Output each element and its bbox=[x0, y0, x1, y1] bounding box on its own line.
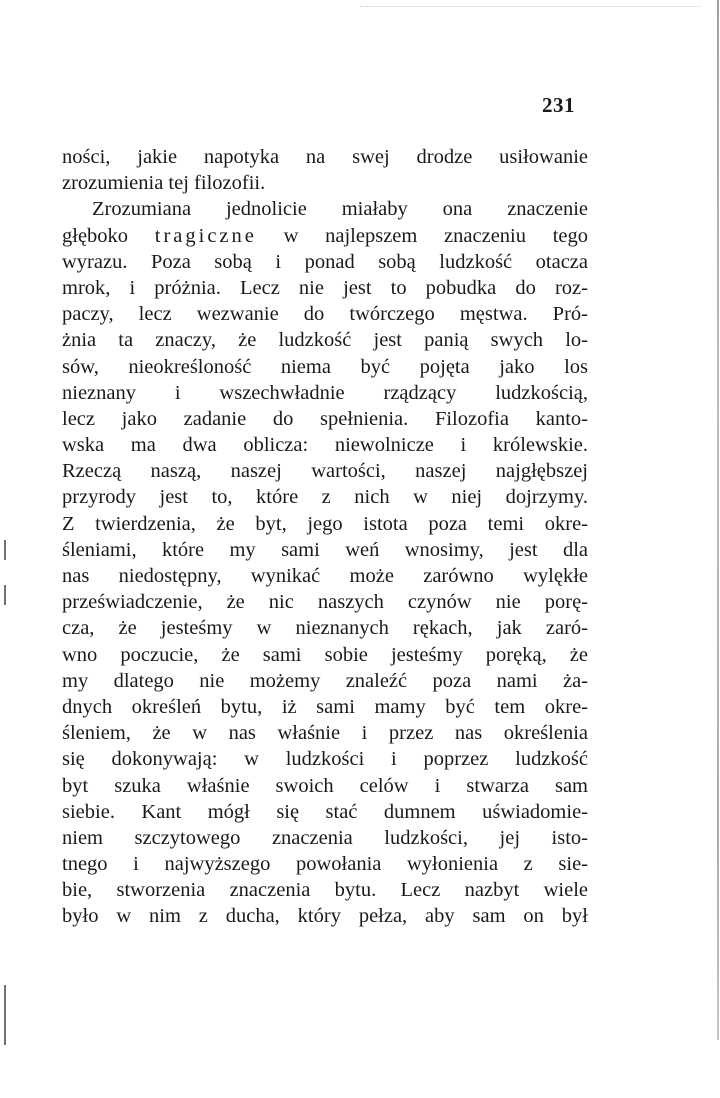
text-line: wska ma dwa oblicza: niewolnicze i królewskie. bbox=[62, 434, 588, 457]
scan-edge-left bbox=[4, 540, 6, 560]
text-line: bie, stworzenia znaczenia bytu. Lecz nazbyt wiele bbox=[62, 879, 588, 902]
text-line: nas niedostępny, wynikać może zarówno wylękłe bbox=[62, 565, 588, 587]
scan-edge-right bbox=[717, 0, 719, 1040]
text-line: nieznany i wszechwładnie rządzący ludzkością, bbox=[62, 381, 588, 404]
scan-edge-left bbox=[4, 585, 6, 605]
emphasized-word: tragiczne bbox=[154, 224, 257, 247]
text-line: było w nim z ducha, który pełza, aby sam on był bbox=[62, 905, 588, 928]
text-line: śleniami, które my sami weń wnosimy, jest dla bbox=[62, 538, 588, 561]
text-line: Z twierdzenia, że byt, jego istota poza temi okre- bbox=[62, 512, 588, 535]
text-line: dnych określeń bytu, iż sami mamy być tem okre- bbox=[62, 695, 588, 718]
text-line: przyrody jest to, które z nich w niej dojrzymy. bbox=[62, 486, 588, 509]
text-line: przeświadczenie, że nic naszych czynów nie porę- bbox=[62, 591, 588, 614]
text-line: lecz jako zadanie do spełnienia. Filozofia kanto- bbox=[62, 407, 588, 430]
text-line: byt szuka właśnie swoich celów i stwarza sam bbox=[62, 774, 588, 797]
body-text bbox=[62, 144, 588, 930]
text-line: niem szczytowego znaczenia ludzkości, jej isto- bbox=[62, 826, 588, 849]
text-line: tnego i najwyższego powołania wyłonienia z sie- bbox=[62, 853, 588, 876]
text-line-emphasis bbox=[62, 223, 588, 249]
text-line: my dlatego nie możemy znaleźć poza nami ża- bbox=[62, 669, 588, 692]
scan-edge-left bbox=[4, 985, 6, 1045]
text-line: śleniem, że w nas właśnie i przez nas określenia bbox=[62, 722, 588, 745]
text-line: zrozumienia tej filozofii. bbox=[62, 172, 266, 195]
text-line: żnia ta znaczy, że ludzkość jest panią swych lo- bbox=[62, 329, 588, 352]
text-line: ności, jakie napotyka na swej drodze usiłowanie bbox=[62, 146, 588, 168]
text-line: sów, nieokreśloność niema być pojęta jako los bbox=[62, 355, 588, 378]
text-line: się dokonywają: w ludzkości i poprzez ludzkość bbox=[62, 748, 588, 771]
text-line: cza, że jesteśmy w nieznanych rękach, jak zaró- bbox=[62, 617, 588, 640]
text-line: paczy, lecz wezwanie do twórczego męstwa. Pró- bbox=[62, 303, 588, 326]
scan-noise bbox=[360, 6, 700, 8]
text-line: Zrozumiana jednolicie miałaby ona znaczenie bbox=[92, 198, 588, 221]
page-number: 231 bbox=[542, 93, 575, 117]
text-line: mrok, i próżnia. Lecz nie jest to pobudka do roz- bbox=[62, 276, 588, 299]
text-line: wno poczucie, że sami sobie jesteśmy poręką, że bbox=[62, 643, 588, 666]
text-fragment: głęboko bbox=[62, 224, 155, 247]
text-line: wyrazu. Poza sobą i ponad sobą ludzkość otacza bbox=[62, 250, 588, 273]
text-fragment: w najlepszem znaczeniu tego bbox=[256, 224, 588, 247]
text-line: siebie. Kant mógł się stać dumnem uświadomie- bbox=[62, 800, 588, 823]
text-line: Rzeczą naszą, naszej wartości, naszej najgłębszej bbox=[62, 460, 588, 483]
